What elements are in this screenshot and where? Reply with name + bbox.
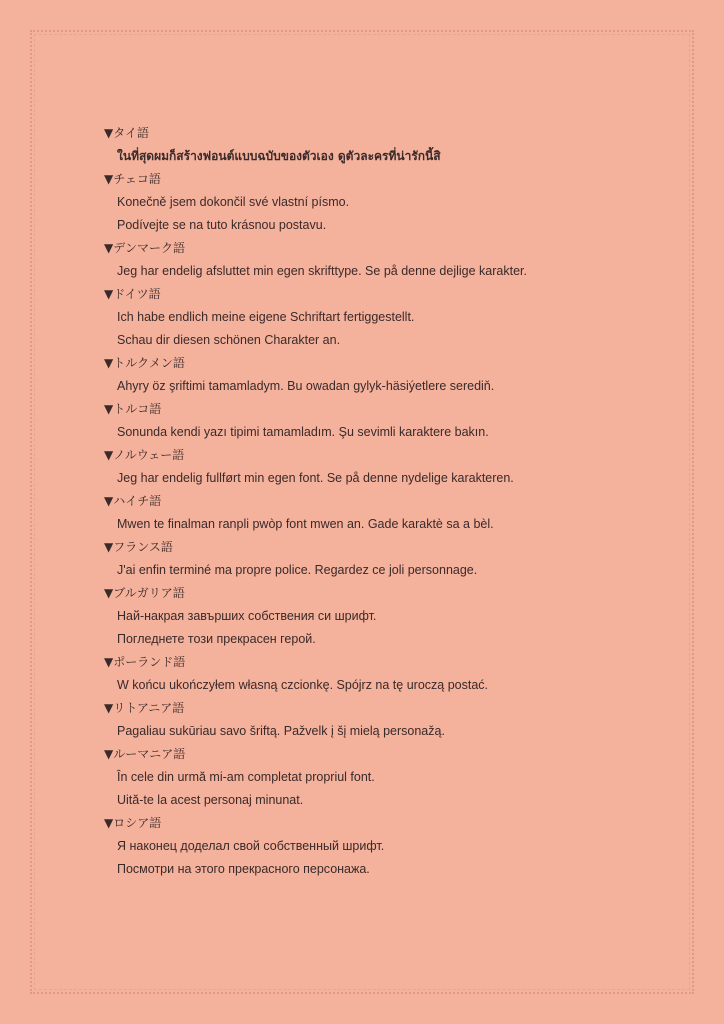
language-list — [104, 122, 664, 881]
sample-sentence: Ich habe endlich meine eigene Schriftart fertiggestellt. — [117, 310, 415, 324]
sample-sentence: Mwen te finalman ranpli pwòp font mwen an. Gade karaktè sa a bèl. — [117, 517, 494, 531]
language-heading: ▼トルコ語 — [104, 402, 162, 416]
sample-sentence: Podívejte se na tuto krásnou postavu. — [117, 218, 327, 232]
sample-sentence: Най-накрая завърших собствения си шрифт. — [117, 609, 377, 623]
sample-sentence: Погледнете този прекрасен герой. — [117, 632, 316, 646]
sample-sentence: Jeg har endelig fullført min egen font. Se på denne nydelige karakteren. — [117, 471, 514, 485]
language-heading: ▼ブルガリア語 — [104, 586, 185, 600]
language-heading: ▼ノルウェー語 — [104, 448, 185, 462]
sample-sentence: W końcu ukończyłem własną czcionkę. Spójrz na tę uroczą postać. — [117, 678, 489, 692]
sample-sentence: J'ai enfin terminé ma propre police. Regardez ce joli personnage. — [117, 563, 478, 577]
sample-sentence: ในที่สุดผมก็สร้างฟอนต์แบบฉบับของตัวเอง ดูตัวละครที่น่ารักนี้สิ — [117, 149, 441, 163]
sample-sentence: În cele din urmă mi-am completat propriul font. — [117, 770, 375, 784]
sample-sentence: Я наконец доделал свой собственный шрифт. — [117, 839, 385, 853]
language-heading: ▼ルーマニア語 — [104, 747, 186, 761]
language-heading: ▼チェコ語 — [104, 172, 161, 186]
language-heading: ▼トルクメン語 — [104, 356, 185, 370]
sample-sentence: Pagaliau sukūriau savo šriftą. Pažvelk į šį mielą personažą. — [117, 724, 445, 738]
sample-sentence: Konečně jsem dokončil své vlastní písmo. — [117, 195, 350, 209]
language-heading: ▼デンマーク語 — [104, 241, 185, 255]
sample-sentence: Uită-te la acest personaj minunat. — [117, 793, 304, 807]
sample-sentence: Jeg har endelig afsluttet min egen skrifttype. Se på denne dejlige karakter. — [117, 264, 527, 278]
language-heading: ▼ポーランド語 — [104, 655, 186, 669]
language-heading: ▼リトアニア語 — [104, 701, 185, 715]
language-heading: ▼ロシア語 — [104, 816, 162, 830]
sample-sentence: Sonunda kendi yazı tipimi tamamladım. Şu sevimli karaktere bakın. — [117, 425, 489, 439]
sample-sentence: Schau dir diesen schönen Charakter an. — [117, 333, 341, 347]
language-heading: ▼タイ語 — [104, 126, 149, 140]
sample-sentence: Посмотри на этого прекрасного персонажа. — [117, 862, 370, 876]
language-heading: ▼ドイツ語 — [104, 287, 161, 301]
language-heading: ▼ハイチ語 — [104, 494, 162, 508]
sample-sentence: Ahyry öz şriftimi tamamladym. Bu owadan gylyk-häsiýetlere serediň. — [117, 379, 495, 393]
language-heading: ▼フランス語 — [104, 540, 173, 554]
